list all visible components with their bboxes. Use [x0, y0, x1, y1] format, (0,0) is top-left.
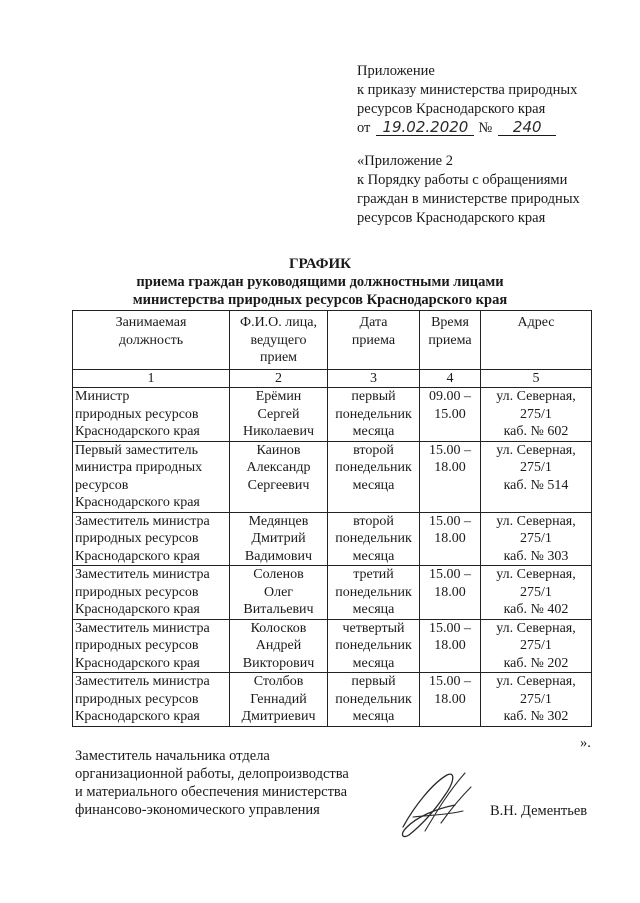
reception-schedule-table	[72, 310, 592, 727]
handwritten-date: 19.02.2020	[376, 119, 474, 136]
cell-time: 15.00 – 18.00	[420, 566, 481, 620]
column-number: 3	[328, 369, 420, 388]
header-position: Занимаемая должность	[73, 311, 230, 370]
column-number: 2	[230, 369, 328, 388]
column-number: 4	[420, 369, 481, 388]
handwritten-signature-icon	[385, 765, 485, 845]
cell-name: Колосков Андрей Викторович	[230, 619, 328, 673]
cell-date: третий понедельник месяца	[328, 566, 420, 620]
cell-name: Каинов Александр Сергеевич	[230, 441, 328, 512]
appendix2-line-3: граждан в министерстве природных	[357, 191, 580, 207]
number-label: №	[478, 120, 493, 136]
cell-position: Заместитель министра природных ресурсов Краснодарского края	[73, 512, 230, 566]
table-column-numbers-row	[73, 369, 592, 388]
signatory-line-3: и материального обеспечения министерства	[75, 784, 348, 800]
closing-quote: ».	[580, 735, 591, 751]
handwritten-number: 240	[498, 119, 556, 136]
cell-address: ул. Северная, 275/1 каб. № 402	[481, 566, 592, 620]
table-header-row	[73, 311, 592, 370]
cell-name: Медянцев Дмитрий Вадимович	[230, 512, 328, 566]
appendix-block	[357, 62, 627, 138]
cell-name: Ерёмин Сергей Николаевич	[230, 388, 328, 442]
cell-address: ул. Северная, 275/1 каб. № 514	[481, 441, 592, 512]
table-row	[73, 388, 592, 442]
appendix2-line-4: ресурсов Краснодарского края	[357, 210, 546, 226]
cell-address: ул. Северная, 275/1 каб. № 303	[481, 512, 592, 566]
header-time: Время приема	[420, 311, 481, 370]
cell-date: второй понедельник месяца	[328, 512, 420, 566]
signer-name: В.Н. Дементьев	[490, 803, 588, 819]
from-label: от	[357, 120, 371, 136]
cell-date: второй понедельник месяца	[328, 441, 420, 512]
document-title: ГРАФИК	[288, 256, 352, 272]
appendix-line-2: к приказу министерства природных	[357, 82, 578, 98]
table-row	[73, 441, 592, 512]
cell-name: Столбов Геннадий Дмитриевич	[230, 673, 328, 727]
table-row	[73, 512, 592, 566]
cell-address: ул. Северная, 275/1 каб. № 202	[481, 619, 592, 673]
cell-address: ул. Северная, 275/1 каб. № 602	[481, 388, 592, 442]
cell-time: 15.00 – 18.00	[420, 512, 481, 566]
signatory-line-4: финансово-экономического управления	[75, 802, 320, 818]
appendix-line-3: ресурсов Краснодарского края	[357, 101, 546, 117]
appendix-line-1: Приложение	[357, 63, 435, 79]
cell-position: Министр природных ресурсов Краснодарского края	[73, 388, 230, 442]
header-name: Ф.И.О. лица, ведущего прием	[230, 311, 328, 370]
column-number: 1	[73, 369, 230, 388]
cell-time: 15.00 – 18.00	[420, 673, 481, 727]
cell-position: Заместитель министра природных ресурсов Краснодарского края	[73, 566, 230, 620]
document-heading	[0, 255, 640, 309]
cell-time: 15.00 – 18.00	[420, 619, 481, 673]
table-row	[73, 619, 592, 673]
cell-date: первый понедельник месяца	[328, 388, 420, 442]
signatory-line-2: организационной работы, делопроизводства	[75, 766, 349, 782]
column-number: 5	[481, 369, 592, 388]
document-subtitle-1: приема граждан руководящими должностными лицами	[136, 274, 504, 290]
cell-time: 15.00 – 18.00	[420, 441, 481, 512]
signatory-position	[75, 747, 385, 819]
cell-name: Соленов Олег Витальевич	[230, 566, 328, 620]
appendix2-line-2: к Порядку работы с обращениями	[357, 172, 568, 188]
cell-position: Первый заместитель министра природных ресурсов Краснодарского края	[73, 441, 230, 512]
table-row	[73, 673, 592, 727]
cell-time: 09.00 – 15.00	[420, 388, 481, 442]
signatory-line-1: Заместитель начальника отдела	[75, 748, 270, 764]
cell-date: первый понедельник месяца	[328, 673, 420, 727]
cell-position: Заместитель министра природных ресурсов Краснодарского края	[73, 619, 230, 673]
document-subtitle-2: министерства природных ресурсов Краснодарского края	[132, 292, 508, 308]
appendix2-block	[357, 152, 627, 228]
header-date: Дата приема	[328, 311, 420, 370]
cell-date: четвертый понедельник месяца	[328, 619, 420, 673]
cell-position: Заместитель министра природных ресурсов Краснодарского края	[73, 673, 230, 727]
appendix-date-line	[357, 119, 627, 138]
header-address: Адрес	[481, 311, 592, 370]
table-row	[73, 566, 592, 620]
appendix2-line-1: «Приложение 2	[357, 153, 453, 169]
cell-address: ул. Северная, 275/1 каб. № 302	[481, 673, 592, 727]
